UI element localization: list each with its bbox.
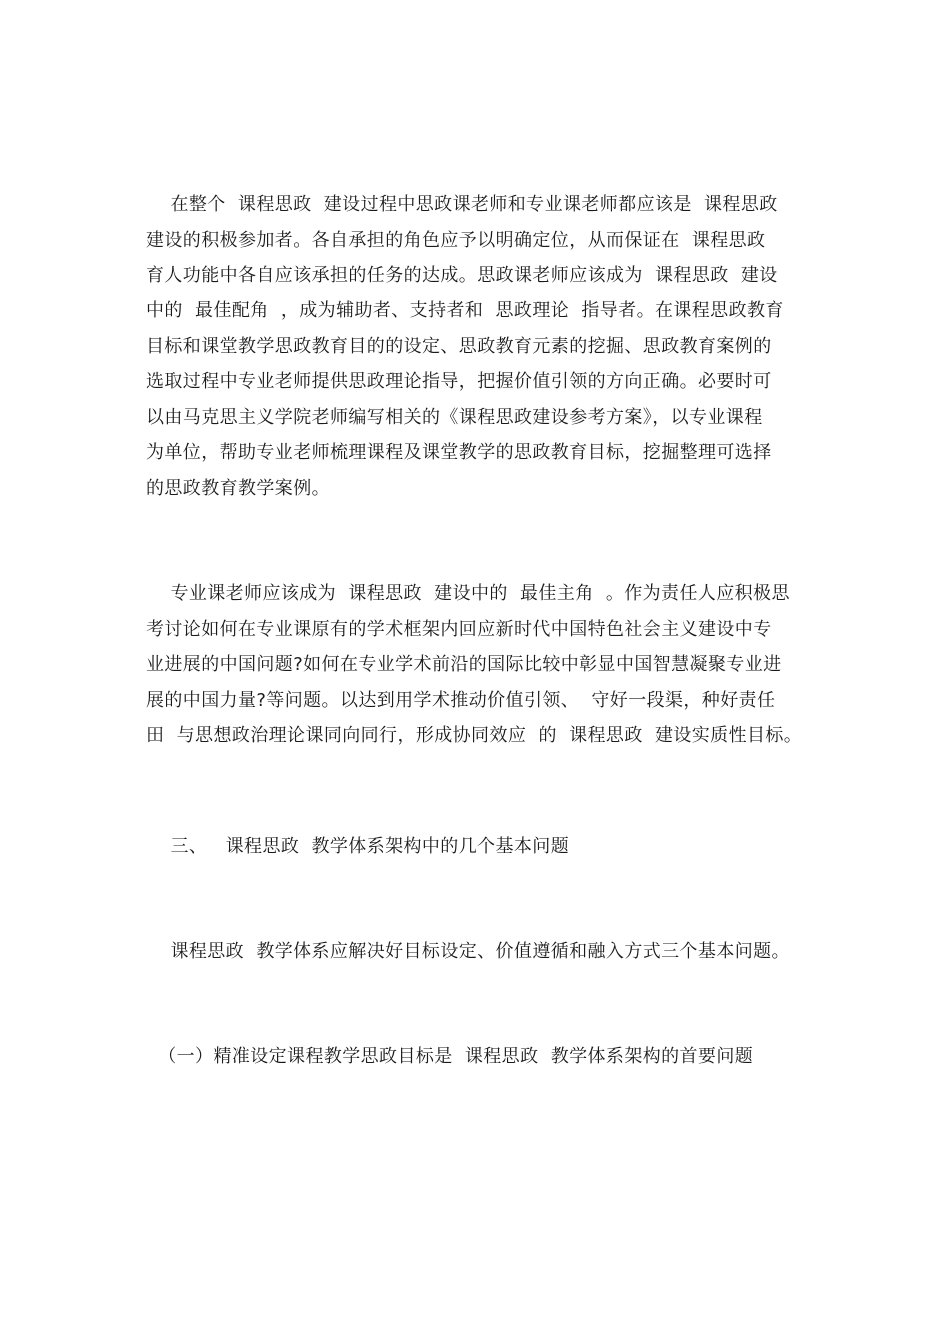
paragraph-line: 专业课老师应该成为 课程思政 建设中的 最佳主角 。作为责任人应积极思 [146, 583, 790, 604]
paragraph-line: 以由马克思主义学院老师编写相关的《课程思政建设参考方案》，以专业课程 [146, 407, 763, 428]
paragraph-line: 为单位，帮助专业老师梳理课程及课堂教学的思政教育目标，挖掘整理可选择 [146, 442, 772, 463]
section-heading: 三、 课程思政 教学体系架构中的几个基本问题 [146, 836, 570, 857]
paragraph-line: 选取过程中专业老师提供思政理论指导，把握价值引领的方向正确。必要时可 [146, 371, 772, 392]
paragraph-line: 育人功能中各自应该承担的任务的达成。思政课老师应该成为 课程思政 建设 [146, 265, 778, 286]
paragraph-line: 田 与思想政治理论课同向同行，形成协同效应 的 课程思政 建设实质性目标。 [146, 725, 803, 746]
paragraph-line: 考讨论如何在专业课原有的学术框架内回应新时代中国特色社会主义建设中专 [146, 619, 772, 640]
paragraph-line: 建设的积极参加者。各自承担的角色应予以明确定位，从而保证在 课程思政 [146, 230, 766, 251]
paragraph-line: 目标和课堂教学思政教育目的的设定、思政教育元素的挖掘、思政教育案例的 [146, 336, 772, 357]
paragraph-line: 中的 最佳配角 ，成为辅助者、支持者和 思政理论 指导者。在课程思政教育 [146, 300, 784, 321]
paragraph-line: 业进展的中国问题?如何在专业学术前沿的国际比较中彰显中国智慧凝聚专业进 [146, 654, 782, 675]
paragraph-line: 在整个 课程思政 建设过程中思政课老师和专业课老师都应该是 课程思政 [146, 194, 778, 215]
subheading: （一）精准设定课程教学思政目标是 课程思政 教学体系架构的首要问题 [146, 1046, 754, 1067]
paragraph-3: 课程思政 教学体系应解决好目标设定、价值遵循和融入方式三个基本问题。 [146, 941, 790, 962]
paragraph-line: 展的中国力量?等问题。以达到用学术推动价值引领、 守好一段渠，种好责任 [146, 690, 776, 711]
paragraph-line: 的思政教育教学案例。 [146, 478, 330, 499]
